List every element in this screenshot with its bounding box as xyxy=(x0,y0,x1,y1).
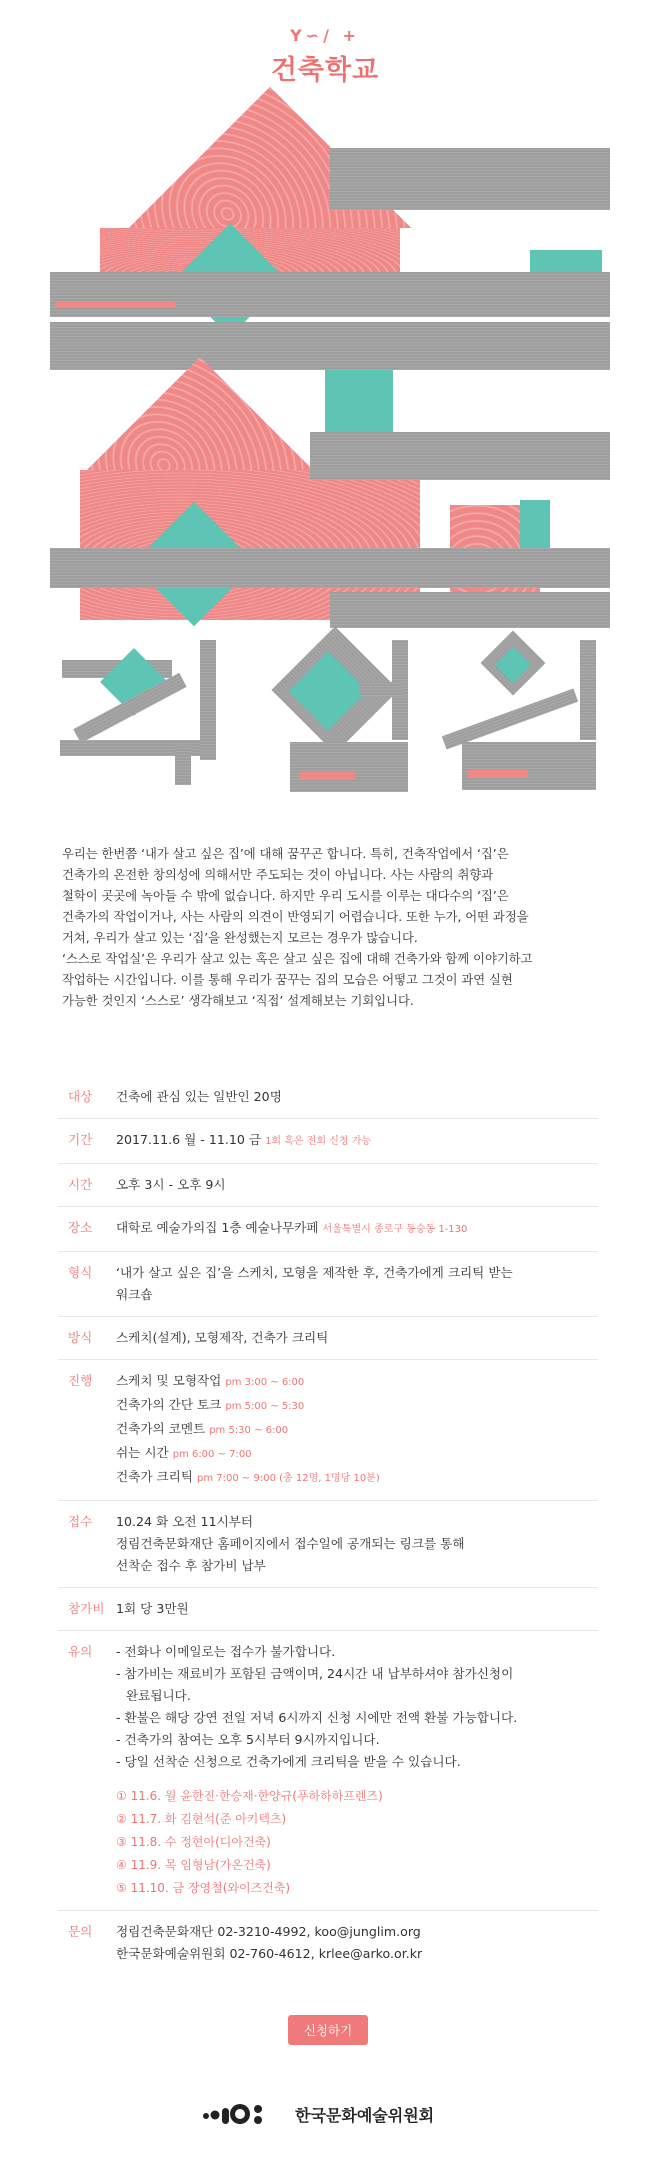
school-title: 건축학교 xyxy=(270,55,380,86)
intro-line: 건축가의 온전한 창의성에 의해서만 주도되는 것이 아닙니다. 사는 사람의 취향과 xyxy=(62,868,494,882)
letter-sil-stroke-b xyxy=(580,640,596,740)
notice-item: - 당일 선착순 신청으로 건축가에게 크리틱을 받을 수 있습니다. xyxy=(116,1754,461,1769)
row-target xyxy=(58,1076,598,1119)
notice-item: - 참가비는 재료비가 포함된 금액이며, 24시간 내 납부하셔야 참가신청이 xyxy=(116,1666,514,1681)
notice-item: - 환불은 해당 강연 전일 저녁 6시까지 신청 시에만 전액 환불 가능합니다. xyxy=(116,1710,518,1725)
apply-button[interactable]: 신청하기 xyxy=(288,2015,368,2045)
letter-eop-box xyxy=(290,742,408,792)
row-value: 1회 당 3만원 xyxy=(116,1601,189,1616)
intro-line: ‘스스로 작업실’은 우리가 살고 있는 혹은 살고 싶은 집에 대해 건축가와 함께 이야기하고 xyxy=(62,952,533,966)
row-contact xyxy=(58,1911,598,1975)
row-label: 형식 xyxy=(68,1265,93,1280)
row-label: 문의 xyxy=(68,1924,93,1939)
contact-line[interactable]: 정림건축문화재단 02-3210-4992, koo@junglim.org xyxy=(116,1924,421,1939)
letter-sil-pink xyxy=(468,770,528,777)
grey-bar-2c xyxy=(330,592,610,628)
row-value: 건축에 관심 있는 일반인 20명 xyxy=(116,1089,282,1104)
grey-bar-2b xyxy=(50,548,610,588)
progress-item: 건축가의 간단 토크 pm 5:00 ~ 5:30 xyxy=(116,1397,305,1412)
notice-item: 완료됩니다. xyxy=(126,1688,191,1703)
letter-sil-box xyxy=(462,742,596,790)
row-notice xyxy=(58,1631,598,1911)
letter-eop-stroke-b xyxy=(360,682,402,696)
row-value: 오후 3시 - 오후 9시 xyxy=(116,1177,226,1192)
letter-jak-stroke-c xyxy=(200,640,216,760)
poster-artwork xyxy=(0,0,650,800)
row-value: 스케치(설계), 모형제작, 건축가 크리틱 xyxy=(116,1330,329,1345)
intro-paragraph xyxy=(62,844,602,1012)
intro-line: 작업하는 시간입니다. 이를 통해 우리가 꿈꾸는 집의 모습은 어떻고 그것이 과연 실현 xyxy=(62,973,513,987)
letter-eop-pink xyxy=(300,772,355,779)
letter-jak-stroke-e xyxy=(175,745,191,785)
row-label: 대상 xyxy=(68,1089,93,1104)
intro-line: 거쳐, 우리가 살고 있는 ‘집’을 완성했는지 모르는 경우가 많습니다. xyxy=(62,931,418,945)
footer-logo xyxy=(200,2098,460,2128)
session-item: ② 11.7. 화 김현석(준 아키텍츠) xyxy=(116,1812,287,1826)
intro-line: 건축가의 작업이거나, 사는 사람의 의견이 반영되기 어렵습니다. 또한 누가, 어떤 과정을 xyxy=(62,910,529,924)
letter-sil-stroke-a xyxy=(442,688,578,749)
session-item: ③ 11.8. 수 정현아(디아건축) xyxy=(116,1835,271,1849)
row-value xyxy=(116,1370,598,1490)
notice-item: - 건축가의 참여는 오후 5시부터 9시까지입니다. xyxy=(116,1732,380,1747)
teal-square-2 xyxy=(325,370,393,435)
row-label: 진행 xyxy=(68,1373,93,1388)
row-method xyxy=(58,1317,598,1360)
row-period xyxy=(58,1119,598,1164)
row-label: 유의 xyxy=(68,1644,93,1659)
row-label: 시간 xyxy=(68,1177,93,1192)
row-value: 10.24 화 오전 11시부터 정림건축문화재단 홈페이지에서 접수일에 공개되는 링크를 통해 선착순 접수 후 참가비 납부 xyxy=(116,1514,465,1573)
info-table xyxy=(58,1076,598,1975)
row-value xyxy=(116,1641,598,1900)
row-label: 기간 xyxy=(68,1132,93,1147)
row-label: 참가비 xyxy=(68,1601,105,1616)
period-note: 1회 혹은 전회 신청 가능 xyxy=(265,1136,372,1147)
row-value: 2017.11.6 월 - 11.10 금 1회 혹은 전회 신청 가능 xyxy=(116,1132,372,1147)
intro-line: 가능한 것인지 ‘스스로’ 생각해보고 ‘직접’ 설계해보는 기회입니다. xyxy=(62,994,414,1008)
progress-item: 쉬는 시간 pm 6:00 ~ 7:00 xyxy=(116,1445,252,1460)
session-item: ⑤ 11.10. 금 장영철(와이즈건축) xyxy=(116,1881,291,1895)
row-time xyxy=(58,1164,598,1207)
row-value: 대학로 예술가의집 1층 예술나무카페 서울특별시 종로구 동숭동 1-130 xyxy=(116,1220,468,1235)
progress-item: 건축가 크리틱 pm 7:00 ~ 9:00 (총 12명, 1명당 10분) xyxy=(116,1469,380,1484)
row-format xyxy=(58,1252,598,1317)
progress-item: 스케치 및 모형작업 pm 3:00 ~ 6:00 xyxy=(116,1373,305,1388)
progress-item: 건축가의 코멘트 pm 5:30 ~ 6:00 xyxy=(116,1421,289,1436)
notice-item: - 전화나 이메일로는 접수가 불가합니다. xyxy=(116,1644,336,1659)
session-item: ④ 11.9. 목 임형남(가온건축) xyxy=(116,1858,271,1872)
row-value: ‘내가 살고 싶은 집’을 스케치, 모형을 제작한 후, 건축가에게 크리틱 받는 워크숍 xyxy=(116,1265,513,1302)
teal-square-2b xyxy=(520,500,550,550)
arko-logo-icon xyxy=(200,2102,300,2126)
row-value xyxy=(116,1921,598,1965)
footer-org-name: 한국문화예술위원회 xyxy=(295,2106,435,2125)
grey-bar-2a xyxy=(310,432,610,480)
place-address: 서울특별시 종로구 동숭동 1-130 xyxy=(322,1224,468,1235)
pink-line-1 xyxy=(55,302,175,308)
row-label: 방식 xyxy=(68,1330,93,1345)
row-label: 장소 xyxy=(68,1220,93,1235)
row-fee xyxy=(58,1588,598,1631)
contact-line[interactable]: 한국문화예술위원회 02-760-4612, krlee@arko.or.kr xyxy=(116,1946,423,1961)
session-item: ① 11.6. 월 윤한진·한승재·한양규(푸하하하프렌즈) xyxy=(116,1789,383,1803)
grey-bar-1b xyxy=(50,272,610,317)
header-decoration: Y∽/ + xyxy=(290,26,360,45)
row-label: 접수 xyxy=(68,1514,93,1529)
grey-bar-1c xyxy=(50,322,610,370)
row-progress xyxy=(58,1360,598,1501)
row-place xyxy=(58,1207,598,1252)
row-reception xyxy=(58,1501,598,1588)
intro-line: 우리는 한번쯤 ‘내가 살고 싶은 집’에 대해 꿈꾸곤 합니다. 특히, 건축작업에서 ‘집’은 xyxy=(62,847,509,861)
intro-line: 철학이 곳곳에 녹아들 수 밖에 없습니다. 하지만 우리 도시를 이루는 대다수의 ‘집’은 xyxy=(62,889,509,903)
grey-bar-1a xyxy=(330,148,610,210)
